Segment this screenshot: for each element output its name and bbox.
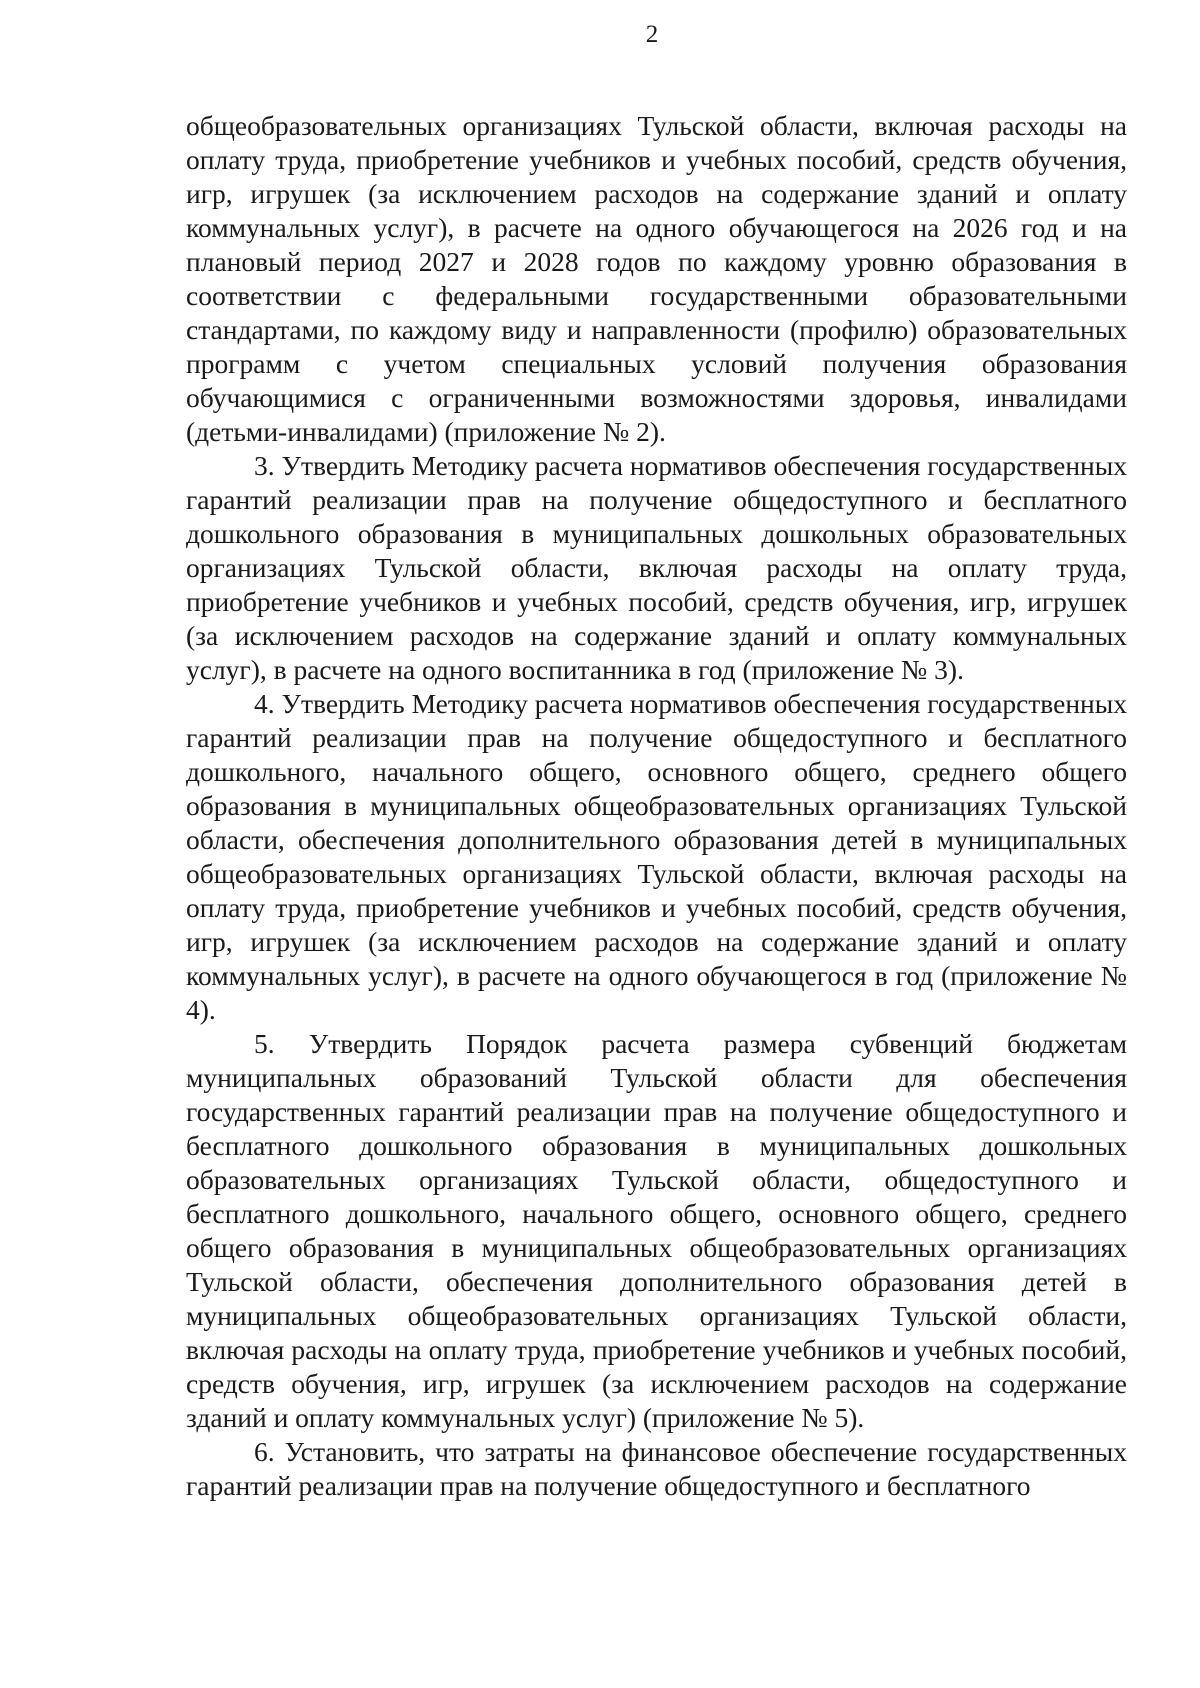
paragraph-5: 5. Утвердить Порядок расчета размера субвенций бюджетам муниципальных образований Тульской области для обеспечения государственных гарантий реализации прав на получение общедоступного и бесплатного дошкольного образования в муниципальных дошкольных образовательных организациях Тульской области, общедоступного и бесплатного дошкольного, начального общего, основного общего, среднего общего образования в муниципальных общеобразовательных организациях Тульской области, обеспечения дополнительного образования детей в муниципальных общеобразовательных организациях Тульской области, включая расходы на оплату труда, приобретение учебников и учебных пособий, средств обучения, игр, игрушек (за исключением расходов на содержание зданий и оплату коммунальных услуг) (приложение № 5). xyxy=(186,1028,1127,1433)
paragraph-3: 3. Утвердить Методику расчета нормативов обеспечения государственных гарантий реализации прав на получение общедоступного и бесплатного дошкольного образования в муниципальных дошкольных образовательных организациях Тульской области, включая расходы на оплату труда, приобретение учебников и учебных пособий, средств обучения, игр, игрушек (за исключением расходов на содержание зданий и оплату коммунальных услуг), в расчете на одного воспитанника в год (приложение № 3). xyxy=(186,450,1127,685)
document-body xyxy=(186,109,1127,1503)
page-number: 2 xyxy=(645,21,659,48)
paragraph-6: 6. Установить, что затраты на финансовое обеспечение государственных гарантий реализации прав на получение общедоступного и бесплатного xyxy=(186,1436,1127,1501)
paragraph-4: 4. Утвердить Методику расчета нормативов обеспечения государственных гарантий реализации прав на получение общедоступного и бесплатного дошкольного, начального общего, основного общего, среднего общего образования в муниципальных общеобразовательных организациях Тульской области, обеспечения дополнительного образования детей в муниципальных общеобразовательных организациях Тульской области, включая расходы на оплату труда, приобретение учебников и учебных пособий, средств обучения, игр, игрушек (за исключением расходов на содержание зданий и оплату коммунальных услуг), в расчете на одного обучающегося в год (приложение № 4). xyxy=(186,688,1127,1025)
paragraph-continuation: общеобразовательных организациях Тульской области, включая расходы на оплату труда, приобретение учебников и учебных пособий, средств обучения, игр, игрушек (за исключением расходов на содержание зданий и оплату коммунальных услуг), в расчете на одного обучающегося на 2026 год и на плановый период 2027 и 2028 годов по каждому уровню образования в соответствии с федеральными государственными образовательными стандартами, по каждому виду и направленности (профилю) образовательных программ с учетом специальных условий получения образования обучающимися с ограниченными возможностями здоровья, инвалидами (детьми-инвалидами) (приложение № 2). xyxy=(186,110,1127,447)
